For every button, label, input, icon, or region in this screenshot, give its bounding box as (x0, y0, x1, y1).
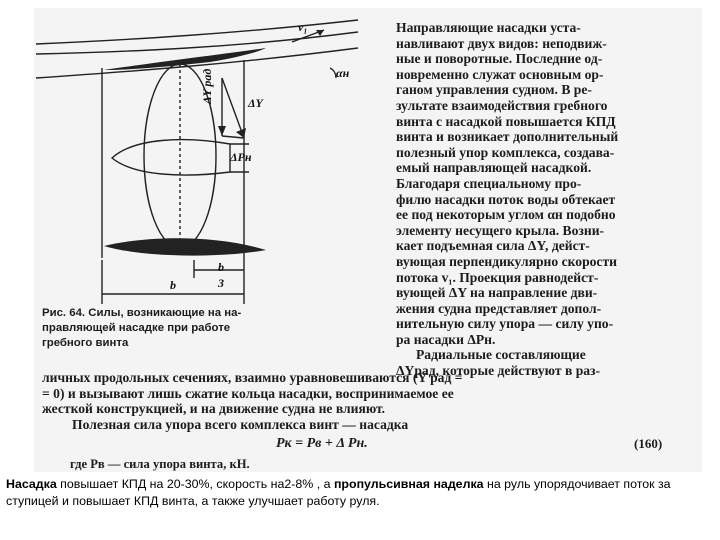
text-line: винта и возникает дополнительный (396, 129, 619, 145)
text-line: нительную силу упора — силу упо- (396, 316, 614, 332)
text-line: Благодаря специальному про- (396, 175, 582, 191)
label-b3-num: b (218, 260, 224, 274)
text-line: ные и поворотные. Последние од- (396, 51, 603, 67)
text-line: = 0) и вызывают лишь сжатие кольца насадки, воспринимаемое ее (42, 385, 454, 401)
text-line: жесткой конструкцией, и на движение судна не влияют. (42, 401, 386, 417)
text-line: новременно служат основным ор- (396, 66, 604, 82)
force-vector-dpn (222, 136, 244, 138)
force-vector-dy (222, 78, 244, 138)
text-line: элементу несущего крыла. Возни- (396, 222, 605, 238)
footer-bold-propulsive: пропульсивная наделка (333, 477, 484, 491)
text-line: филю насадки поток воды обтекает (396, 191, 616, 207)
footer-text-2: на руль упорядочивает поток за ступицей и повышает КПД винта, а также улучшает работу руля. (6, 477, 671, 508)
figure-caption (42, 306, 342, 351)
footer-text-1: повышает КПД на 20-30%, скорость на2-8% , а (56, 477, 334, 491)
text-line: Направляющие насадки уста- (396, 20, 581, 35)
text-line: потока v₁. Проекция равнодейст- (396, 269, 599, 285)
textbook-scan (34, 8, 702, 472)
label-b: b (170, 278, 176, 292)
text-line: кает подъемная сила ΔY, дейст- (396, 238, 590, 254)
where-line: где Pв — сила упора винта, кН. (70, 457, 250, 471)
caption-line: гребного винта (42, 337, 129, 349)
label-alpha-n: αн (336, 66, 350, 80)
label-dy: ΔY (248, 96, 263, 110)
text-line: навливают двух видов: неподвиж- (396, 35, 607, 51)
label-dy-rad: ΔY рад (200, 68, 214, 104)
text-line: Полезная сила упора всего комплекса винт — насадка (72, 416, 409, 432)
formula: Pк = Pв + Δ Pн. (276, 436, 368, 451)
equation-number: (160) (634, 436, 663, 451)
text-line: ΔYрад, которые действуют в раз- (396, 363, 601, 379)
text-line: ра насадки ΔPн. (396, 331, 496, 347)
text-line: ее под некоторым углом αн подобно (396, 207, 616, 223)
text-line: Радиальные составляющие (416, 347, 586, 363)
text-line: полезный упор комплекса, создава- (396, 144, 615, 160)
label-v1: v₁ (298, 20, 308, 34)
nozzle-profile-bottom (104, 238, 266, 255)
text-line: вующей ΔY на направление дви- (396, 285, 598, 301)
label-dpn: ΔPн (230, 150, 252, 164)
label-b3-den: 3 (218, 276, 224, 290)
flow-line (36, 20, 358, 44)
text-line: вующая перпендикулярно скорости (396, 253, 617, 269)
footer-bold-nasadka: Насадка (6, 477, 57, 491)
text-line: личных продольных сечениях, взаимно уравновешиваются (Y рад = (42, 370, 463, 385)
full-width-text (42, 370, 694, 432)
text-line: емый направляющей насадкой. (396, 160, 592, 176)
text-line: зультате взаимодействия гребного (396, 97, 608, 113)
text-line: ганом управления судном. В ре- (396, 82, 592, 98)
text-line: жения судна представляет допол- (396, 300, 602, 316)
right-column-text (396, 20, 696, 379)
propeller-hub (112, 140, 230, 175)
caption-line: Рис. 64. Силы, возникающие на на- (42, 307, 242, 319)
caption-line: правляющей насадке при работе (42, 322, 231, 334)
slide-footer-text (6, 476, 714, 510)
text-line: винта с насадкой повышается КПД (396, 113, 616, 129)
